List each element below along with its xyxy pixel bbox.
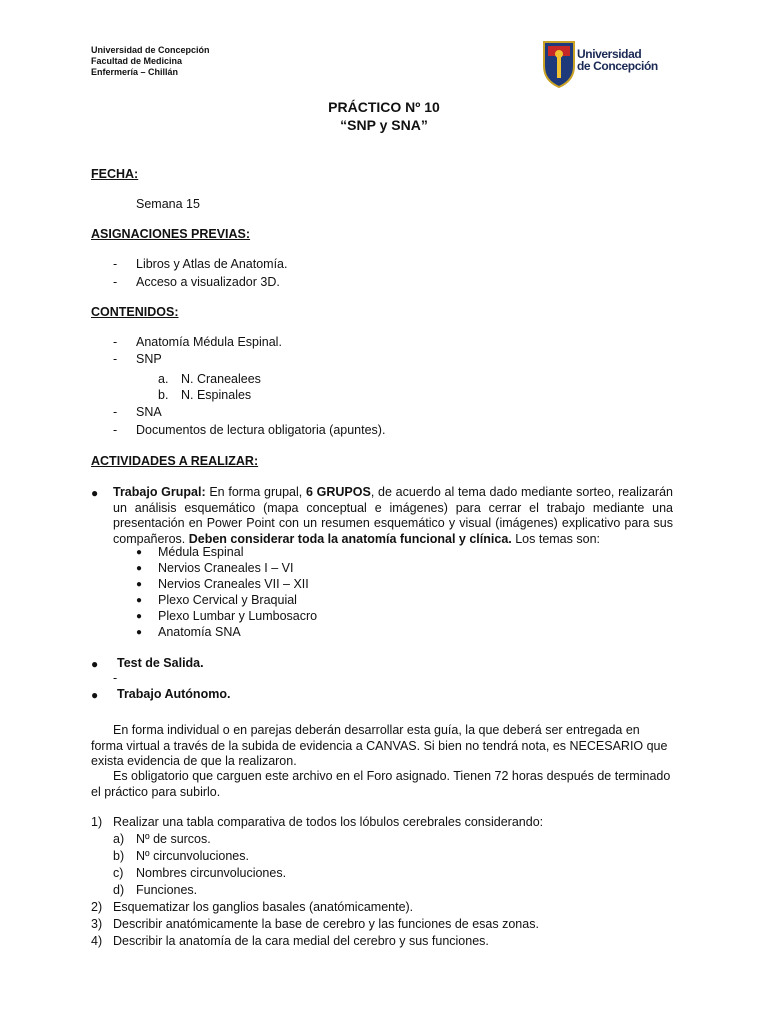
- task-item: Describir anatómicamente la base de cerebro y las funciones de esas zonas.: [113, 917, 539, 931]
- list-dash: -: [113, 335, 118, 349]
- topic-item: Nervios Craneales I – VI: [158, 561, 294, 575]
- list-dash: -: [113, 275, 118, 289]
- bullet-icon: ●: [136, 563, 143, 574]
- campus-name: Enfermería – Chillán: [91, 67, 179, 77]
- task-number: 4): [91, 934, 103, 948]
- list-item: Acceso a visualizador 3D.: [136, 275, 280, 289]
- fecha-value: Semana 15: [136, 197, 200, 211]
- sub-task-label: d): [113, 883, 125, 897]
- list-item: Anatomía Médula Espinal.: [136, 335, 282, 349]
- task-item: Esquematizar los ganglios basales (anatómicamente).: [113, 900, 414, 914]
- task-number: 2): [91, 900, 103, 914]
- topic-item: Plexo Lumbar y Lumbosacro: [158, 609, 318, 623]
- bullet-icon: ●: [91, 688, 99, 702]
- fecha-heading: FECHA:: [91, 167, 139, 181]
- topic-item: Plexo Cervical y Braquial: [158, 593, 297, 607]
- actividades-heading: ACTIVIDADES A REALIZAR:: [91, 454, 259, 468]
- logo-wordmark: Universidad de Concepción: [577, 47, 658, 73]
- trabajo-autonomo-item: Trabajo Autónomo.: [117, 687, 231, 701]
- sub-task-item: Nº circunvoluciones.: [136, 849, 249, 863]
- topic-item: Anatomía SNA: [158, 625, 241, 639]
- trabajo-grupal-paragraph: Trabajo Grupal: En forma grupal, 6 GRUPOS, de acuerdo al tema dado mediante sorteo, realizarán un análisis esquemático (mapa conceptual e imágenes) para cerrar el trabajo mediante una presentación en Power Point con un resumen esquemático y visual (imágenes) explicativo para sus compañeros. Deben considerar toda la anatomía funcional y clínica. Los temas son:: [113, 485, 673, 546]
- list-item: SNP: [136, 352, 162, 366]
- bullet-icon: ●: [136, 579, 143, 590]
- list-dash: -: [113, 423, 118, 437]
- university-shield-icon: [542, 40, 576, 88]
- document-subtitle: “SNP y SNA”: [340, 117, 428, 133]
- sub-list-label: b.: [158, 388, 169, 402]
- sub-task-label: c): [113, 866, 124, 880]
- list-dash: -: [113, 405, 118, 419]
- sub-task-label: a): [113, 832, 125, 846]
- autonomo-paragraph-1: En forma individual o en parejas deberán desarrollar esta guía, la que deberá ser entregada en forma virtual a través de la subida de evidencia a CANVAS. Si bien no tendrá nota, es NECESARIO que exista evidencia de que la realizaron.: [91, 723, 668, 768]
- sub-list-item: N. Espinales: [181, 388, 252, 402]
- institution-block: [91, 45, 210, 78]
- sub-list-item: N. Cranealees: [181, 372, 261, 386]
- bullet-icon: ●: [91, 486, 99, 500]
- sub-task-item: Nº de surcos.: [136, 832, 211, 846]
- autonomo-paragraph-2: Es obligatorio que carguen este archivo en el Foro asignado. Tienen 72 horas después de terminado el práctico para subirlo.: [91, 769, 671, 799]
- bullet-icon: ●: [91, 657, 99, 671]
- contenidos-heading: CONTENIDOS:: [91, 305, 179, 319]
- topic-item: Médula Espinal: [158, 545, 244, 559]
- list-dash: -: [113, 352, 118, 366]
- bullet-icon: ●: [136, 595, 143, 606]
- asignaciones-heading: ASIGNACIONES PREVIAS:: [91, 227, 251, 241]
- bullet-icon: ●: [136, 611, 143, 622]
- list-item: Libros y Atlas de Anatomía.: [136, 257, 288, 271]
- document-title: PRÁCTICO Nº 10: [328, 99, 440, 115]
- list-dash: -: [113, 257, 118, 271]
- task-number: 3): [91, 917, 103, 931]
- institution-name: Universidad de Concepción: [91, 45, 210, 55]
- sub-list-label: a.: [158, 372, 169, 386]
- task-number: 1): [91, 815, 103, 829]
- list-item: Documentos de lectura obligatoria (apuntes).: [136, 423, 386, 437]
- list-item: SNA: [136, 405, 162, 419]
- task-item: Describir la anatomía de la cara medial del cerebro y sus funciones.: [113, 934, 489, 948]
- topic-item: Nervios Craneales VII – XII: [158, 577, 309, 591]
- sub-task-item: Funciones.: [136, 883, 198, 897]
- test-salida-item: Test de Salida.: [117, 656, 204, 670]
- bullet-icon: ●: [136, 547, 143, 558]
- faculty-name: Facultad de Medicina: [91, 56, 183, 66]
- sub-task-item: Nombres circunvoluciones.: [136, 866, 287, 880]
- list-dash: -: [113, 671, 118, 685]
- sub-task-label: b): [113, 849, 125, 863]
- bullet-icon: ●: [136, 627, 143, 638]
- task-item: Realizar una tabla comparativa de todos los lóbulos cerebrales considerando:: [113, 815, 544, 829]
